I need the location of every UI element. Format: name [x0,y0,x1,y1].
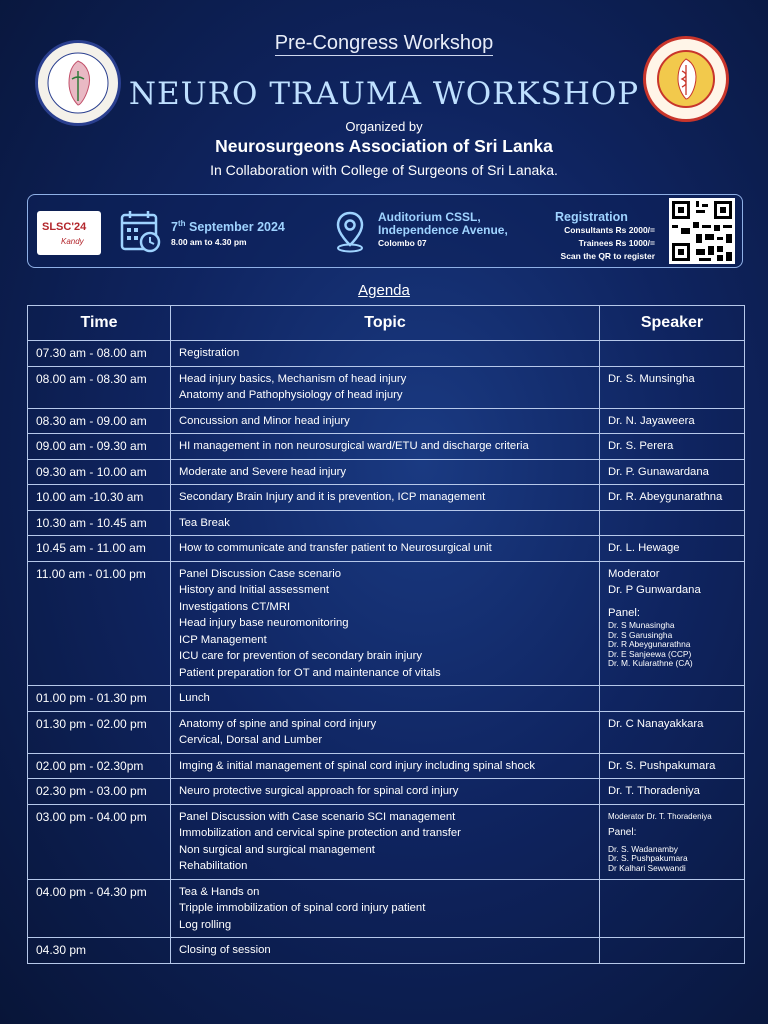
agenda-topic [171,408,600,434]
agenda-row [28,536,745,562]
agenda-speaker [600,561,745,686]
agenda-row [28,408,745,434]
topic-line: Log rolling [179,918,232,931]
agenda-title: Agenda [358,282,410,299]
agenda-time: 03.00 pm - 04.00 pm [28,804,171,879]
topic-line: How to communicate and transfer patient to Neurosurgical unit [179,542,492,554]
agenda-time: 01.30 pm - 02.00 pm [28,711,171,753]
time-header: Time [28,306,171,341]
agenda-table [27,305,745,964]
agenda-speaker: Dr. C Nanayakkara [600,711,745,753]
topic-line: Moderate and Severe head injury [179,465,347,478]
agenda-header-row [28,306,745,341]
agenda-row [28,561,745,686]
agenda-speaker [600,510,745,536]
topic-line: Imging & initial management of spinal cord injury including spinal shock [179,759,536,772]
panel-member: Dr. S Garusingha [608,629,673,640]
agenda-topic [171,485,600,511]
agenda-time: 04.30 pm [28,938,171,964]
agenda-time: 02.30 pm - 03.00 pm [28,779,171,805]
panel-member: Dr. R Abeygunarathna [608,639,691,649]
agenda-row [28,938,745,964]
calendar-icon [120,209,162,258]
speaker-header: Speaker [600,306,745,341]
agenda-time: 10.00 am -10.30 am [28,485,171,511]
agenda-time: 01.00 pm - 01.30 pm [28,686,171,712]
agenda-row [28,779,745,805]
collaboration-line: In Collaboration with College of Surgeons of Sri Lanaka. [210,162,558,178]
agenda-topic [171,779,600,805]
agenda-row [28,753,745,779]
topic-line: Non surgical and surgical management [179,843,375,856]
agenda-speaker [600,804,745,879]
agenda-row [28,686,745,712]
agenda-topic [171,459,600,485]
agenda-topic [171,753,600,779]
agenda-topic [171,366,600,408]
topic-line: Closing of session [179,944,271,956]
event-info-bar [27,194,743,268]
agenda-topic [171,711,600,753]
topic-line: Rehabilitation [179,860,248,872]
topic-line: Tea Break [179,516,230,529]
agenda-row [28,366,745,408]
agenda-row [28,711,745,753]
organized-by-label: Organized by [345,119,423,134]
agenda-time: 09.00 am - 09.30 am [28,434,171,460]
agenda-time: 11.00 am - 01.00 pm [28,561,171,686]
agenda-speaker: Dr. R. Abeygunarathna [600,485,745,511]
agenda-speaker: Dr. S. Pushpakumara [600,753,745,779]
panel-member: Dr. S Munasingha [608,620,675,630]
agenda-speaker [600,938,745,964]
panel-member: Dr Kalhari Sewwandi [608,862,686,873]
registration-title: Registration [555,210,628,224]
agenda-speaker: Dr. T. Thoradeniya [600,779,745,805]
agenda-time: 08.30 am - 09.00 am [28,408,171,434]
pre-congress-title: Pre-Congress Workshop [274,32,494,54]
agenda-time: 10.30 am - 10.45 am [28,510,171,536]
panel-member: Dr. S. Pushpakumara [608,853,688,863]
agenda-speaker: Dr. P. Gunawardana [600,459,745,485]
topic-line: Lunch [179,692,210,704]
registration-scan: Scan the QR to register [560,251,655,261]
topic-line: Panel Discussion with Case scenario SCI management [179,810,456,823]
organizer-name: Neurosurgeons Association of Sri Lanka [215,136,553,156]
moderator-name: Dr. P Gunwardana [608,584,701,596]
topic-line: ICP Management [179,633,267,646]
agenda-topic [171,686,600,712]
venue [378,211,508,250]
topic-line: Anatomy of spine and spinal cord injury [179,717,377,730]
agenda-topic [171,434,600,460]
location-pin-icon [333,209,367,258]
topic-line: Registration [179,347,240,359]
panel-label: Panel: [608,606,641,619]
agenda-speaker: Dr. N. Jayaweera [600,408,745,434]
agenda-time: 02.00 pm - 02.30pm [28,753,171,779]
agenda-speaker: Dr. S. Munsingha [600,366,745,408]
agenda-topic [171,879,600,938]
registration-consultants: Consultants Rs 2000/= [564,225,655,235]
panel-member: Dr. S. Wadanamby [608,843,678,854]
agenda-topic [171,804,600,879]
agenda-time: 08.00 am - 08.30 am [28,366,171,408]
venue-line-2: Independence Avenue, [378,223,508,237]
agenda-row [28,804,745,879]
agenda-topic [171,341,600,367]
agenda-time: 07.30 am - 08.00 am [28,341,171,367]
topic-line: Tripple immobilization of spinal cord injury patient [179,902,426,914]
agenda-row [28,485,745,511]
event-time: 8.00 am to 4.30 pm [171,237,247,247]
agenda-time: 09.30 am - 10.00 am [28,459,171,485]
topic-line: Secondary Brain Injury and it is prevention, ICP management [179,491,486,503]
topic-line: Neuro protective surgical approach for spinal cord injury [179,785,459,797]
moderator-label: Moderator [608,567,660,580]
agenda-topic [171,536,600,562]
topic-header: Topic [171,306,600,341]
topic-line: Cervical, Dorsal and Lumber [179,734,323,746]
agenda-topic [171,938,600,964]
agenda-row [28,341,745,367]
topic-line: Tea & Hands on [179,885,260,898]
topic-line: Concussion and Minor head injury [179,414,350,427]
topic-line: Anatomy and Pathophysiology of head injury [179,389,403,401]
registration-trainees: Trainees Rs 1000/= [578,238,655,248]
venue-line-1: Auditorium CSSL, [378,210,481,224]
agenda-speaker: Dr. L. Hewage [600,536,745,562]
agenda-speaker [600,341,745,367]
panel-label: Panel: [608,827,637,838]
moderator-name: Moderator Dr. T. Thoradeniya [608,811,712,821]
registration-qr-code[interactable] [669,198,735,264]
agenda-time: 04.00 pm - 04.30 pm [28,879,171,938]
agenda-row [28,434,745,460]
agenda-row [28,879,745,938]
workshop-title: NEURO TRAUMA WORKSHOP [128,76,640,112]
event-date: 7th September 2024 [171,219,285,235]
panel-member: Dr. M. Kularathne (CA) [608,658,693,668]
registration-info [555,211,655,263]
agenda-topic [171,510,600,536]
topic-line: Head injury basics, Mechanism of head injury [179,372,407,385]
slsc-logo: SLSC'24 Kandy [37,211,101,255]
venue-line-3: Colombo 07 [378,238,427,248]
agenda-row [28,459,745,485]
topic-line: HI management in non neurosurgical ward/ETU and discharge criteria [179,440,529,452]
topic-line: ICU care for prevention of secondary brain injury [179,650,422,662]
topic-line: Head injury base neuromonitoring [179,617,349,629]
topic-line: Panel Discussion Case scenario [179,567,342,580]
panel-member: Dr. E Sanjeewa (CCP) [608,648,692,659]
agenda-speaker: Dr. S. Perera [600,434,745,460]
agenda-row [28,510,745,536]
agenda-time: 10.45 am - 11.00 am [28,536,171,562]
topic-line: History and Initial assessment [179,584,330,596]
topic-line: Patient preparation for OT and maintenance of vitals [179,666,441,679]
topic-line: Investigations CT/MRI [179,600,291,613]
agenda-topic [171,561,600,686]
agenda-speaker [600,879,745,938]
agenda-speaker [600,686,745,712]
topic-line: Immobilization and cervical spine protection and transfer [179,827,461,839]
